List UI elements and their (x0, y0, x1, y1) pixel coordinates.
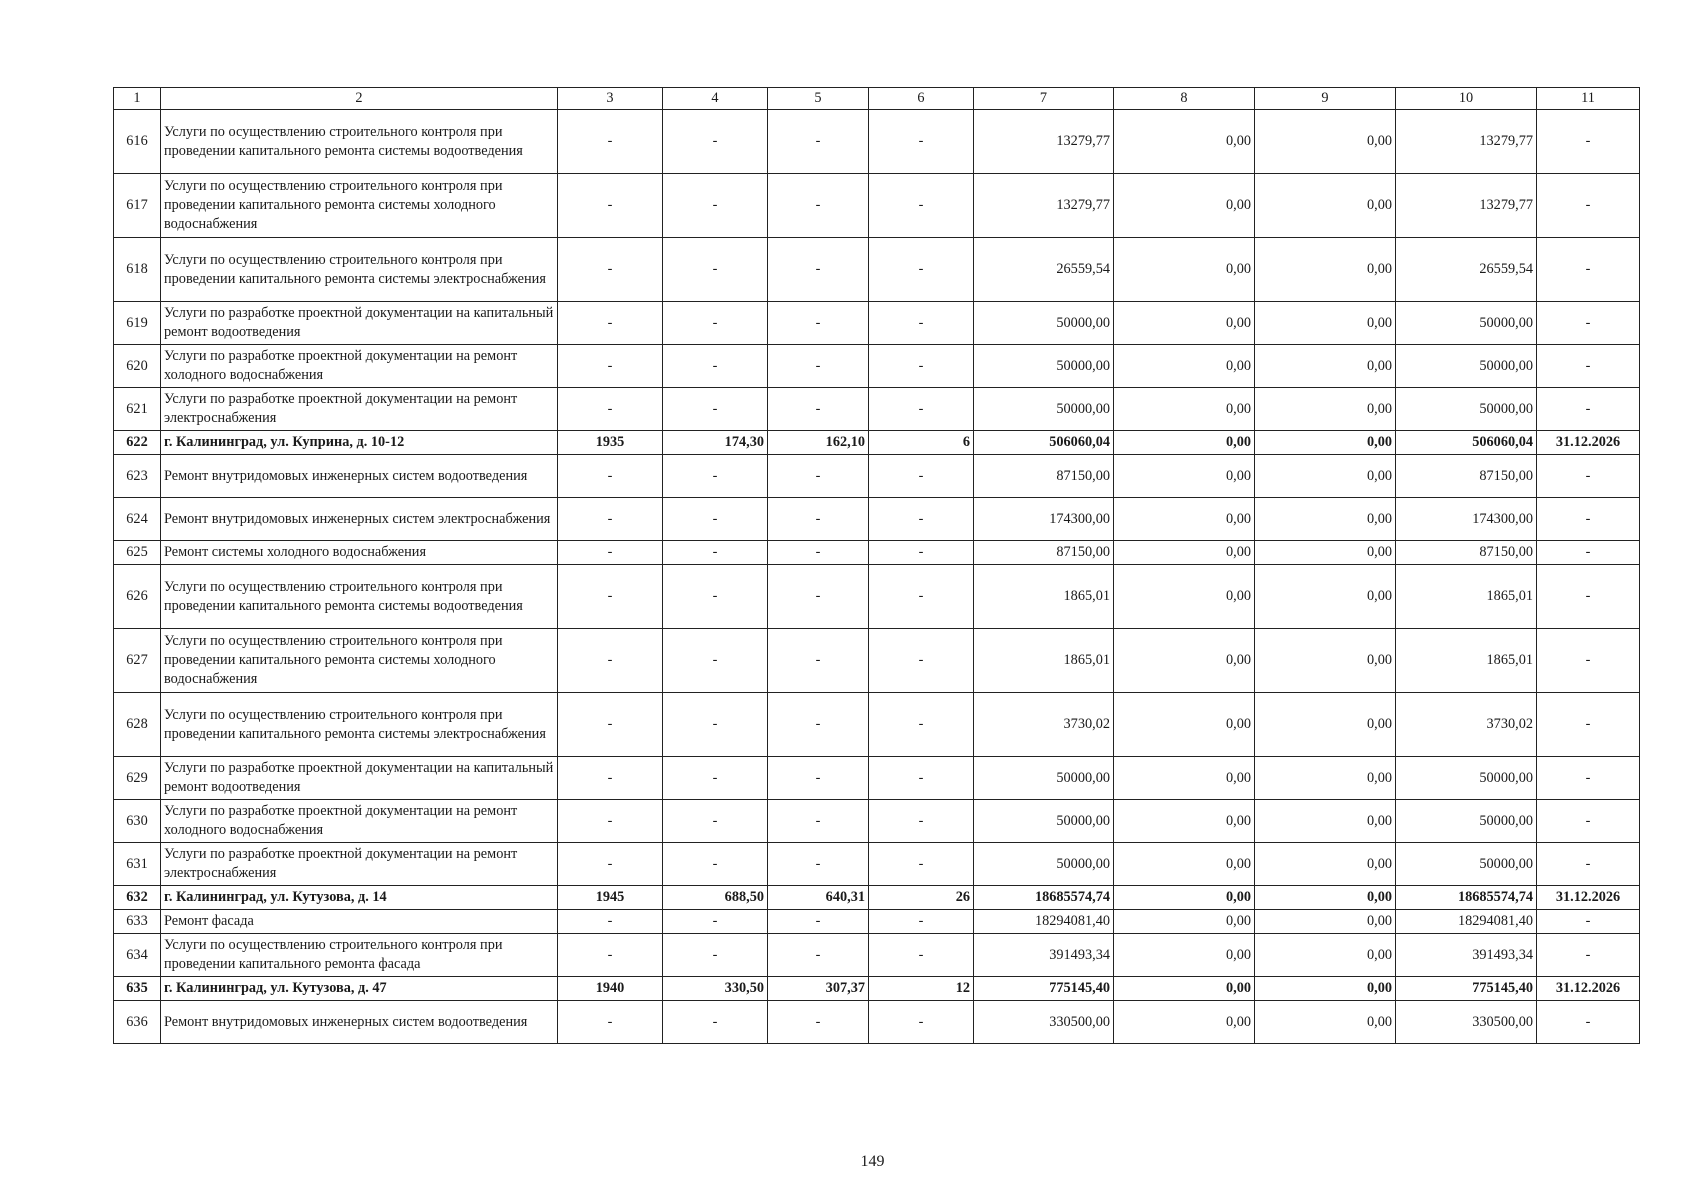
table-row (114, 455, 1640, 498)
cell-col-4: - (663, 345, 768, 388)
cell-col-5: - (768, 388, 869, 431)
work-description: Услуги по разработке проектной документации на ремонт электроснабжения (161, 388, 558, 431)
row-number: 632 (114, 886, 161, 910)
cell-col-9: 0,00 (1255, 910, 1396, 934)
cell-col-3: - (558, 455, 663, 498)
cell-col-11: - (1537, 541, 1640, 565)
cell-col-5: - (768, 910, 869, 934)
cell-col-6: - (869, 498, 974, 541)
column-number: 9 (1255, 88, 1396, 110)
row-number: 623 (114, 455, 161, 498)
cell-col-10: 174300,00 (1396, 498, 1537, 541)
table-row (114, 910, 1640, 934)
cell-col-8: 0,00 (1114, 541, 1255, 565)
cell-col-10: 330500,00 (1396, 1001, 1537, 1044)
cell-col-5: 162,10 (768, 431, 869, 455)
work-description: Ремонт фасада (161, 910, 558, 934)
work-description: Услуги по осуществлению строительного контроля при проведении капитального ремонта системы водоотведения (161, 110, 558, 174)
cell-col-3: - (558, 498, 663, 541)
cell-col-4: - (663, 934, 768, 977)
cell-col-9: 0,00 (1255, 565, 1396, 629)
cell-col-6: - (869, 800, 974, 843)
cell-col-9: 0,00 (1255, 174, 1396, 238)
cell-col-4: - (663, 110, 768, 174)
table-row (114, 238, 1640, 302)
cell-col-7: 50000,00 (974, 388, 1114, 431)
cell-col-11: - (1537, 565, 1640, 629)
cell-col-7: 391493,34 (974, 934, 1114, 977)
cell-col-6: 26 (869, 886, 974, 910)
cell-col-10: 18294081,40 (1396, 910, 1537, 934)
table-row (114, 345, 1640, 388)
cell-col-9: 0,00 (1255, 455, 1396, 498)
work-description: Услуги по осуществлению строительного контроля при проведении капитального ремонта системы холодного водоснабжения (161, 174, 558, 238)
cell-col-8: 0,00 (1114, 110, 1255, 174)
address-row (114, 886, 1640, 910)
cell-col-9: 0,00 (1255, 431, 1396, 455)
cell-col-5: - (768, 800, 869, 843)
row-number: 625 (114, 541, 161, 565)
row-number: 635 (114, 977, 161, 1001)
column-number: 2 (161, 88, 558, 110)
cell-col-5: - (768, 110, 869, 174)
cell-col-8: 0,00 (1114, 455, 1255, 498)
cell-col-11: - (1537, 455, 1640, 498)
cell-col-7: 50000,00 (974, 843, 1114, 886)
row-number: 631 (114, 843, 161, 886)
cell-col-8: 0,00 (1114, 757, 1255, 800)
column-number: 7 (974, 88, 1114, 110)
column-number: 4 (663, 88, 768, 110)
column-number: 10 (1396, 88, 1537, 110)
cell-col-4: - (663, 388, 768, 431)
cell-col-3: - (558, 302, 663, 345)
cell-col-11: - (1537, 843, 1640, 886)
row-number: 634 (114, 934, 161, 977)
cell-col-8: 0,00 (1114, 238, 1255, 302)
cell-col-4: - (663, 843, 768, 886)
cell-col-4: - (663, 541, 768, 565)
cell-col-3: - (558, 174, 663, 238)
row-number: 624 (114, 498, 161, 541)
cell-col-7: 3730,02 (974, 693, 1114, 757)
row-number: 617 (114, 174, 161, 238)
cell-col-4: - (663, 910, 768, 934)
cell-col-3: - (558, 843, 663, 886)
row-number: 626 (114, 565, 161, 629)
cell-col-9: 0,00 (1255, 629, 1396, 693)
cell-col-6: - (869, 238, 974, 302)
column-number: 11 (1537, 88, 1640, 110)
column-number: 6 (869, 88, 974, 110)
cell-col-10: 506060,04 (1396, 431, 1537, 455)
cell-col-5: - (768, 1001, 869, 1044)
cell-col-6: - (869, 757, 974, 800)
row-number: 616 (114, 110, 161, 174)
cell-col-7: 26559,54 (974, 238, 1114, 302)
table-row (114, 110, 1640, 174)
work-description: Услуги по разработке проектной документации на капитальный ремонт водоотведения (161, 302, 558, 345)
cell-col-6: - (869, 934, 974, 977)
cell-col-4: 174,30 (663, 431, 768, 455)
table-body (114, 110, 1640, 1044)
cell-col-3: - (558, 388, 663, 431)
cell-col-11: - (1537, 800, 1640, 843)
cell-col-8: 0,00 (1114, 345, 1255, 388)
address-row (114, 977, 1640, 1001)
cell-col-7: 50000,00 (974, 800, 1114, 843)
cell-col-3: - (558, 693, 663, 757)
cell-col-11: 31.12.2026 (1537, 977, 1640, 1001)
cell-col-6: 6 (869, 431, 974, 455)
cell-col-7: 1865,01 (974, 565, 1114, 629)
cell-col-8: 0,00 (1114, 1001, 1255, 1044)
cell-col-11: - (1537, 629, 1640, 693)
table-row (114, 302, 1640, 345)
cell-col-10: 50000,00 (1396, 800, 1537, 843)
cell-col-3: - (558, 110, 663, 174)
work-description: Услуги по разработке проектной документации на ремонт холодного водоснабжения (161, 800, 558, 843)
cell-col-5: - (768, 757, 869, 800)
cell-col-3: 1940 (558, 977, 663, 1001)
row-number: 630 (114, 800, 161, 843)
cell-col-7: 330500,00 (974, 1001, 1114, 1044)
cell-col-7: 13279,77 (974, 174, 1114, 238)
cell-col-7: 50000,00 (974, 302, 1114, 345)
cell-col-11: - (1537, 238, 1640, 302)
work-description: Услуги по осуществлению строительного контроля при проведении капитального ремонта системы холодного водоснабжения (161, 629, 558, 693)
cell-col-5: - (768, 498, 869, 541)
cell-col-4: - (663, 1001, 768, 1044)
cell-col-9: 0,00 (1255, 498, 1396, 541)
cell-col-11: - (1537, 388, 1640, 431)
cell-col-10: 87150,00 (1396, 455, 1537, 498)
cell-col-8: 0,00 (1114, 693, 1255, 757)
cell-col-10: 50000,00 (1396, 388, 1537, 431)
cell-col-3: 1935 (558, 431, 663, 455)
table-row (114, 388, 1640, 431)
row-number: 621 (114, 388, 161, 431)
cell-col-9: 0,00 (1255, 843, 1396, 886)
table-row (114, 757, 1640, 800)
column-number: 8 (1114, 88, 1255, 110)
cell-col-5: - (768, 345, 869, 388)
cell-col-7: 87150,00 (974, 541, 1114, 565)
work-description: Ремонт внутридомовых инженерных систем водоотведения (161, 455, 558, 498)
cell-col-9: 0,00 (1255, 302, 1396, 345)
cell-col-9: 0,00 (1255, 345, 1396, 388)
cell-col-8: 0,00 (1114, 431, 1255, 455)
cell-col-11: - (1537, 934, 1640, 977)
row-number: 622 (114, 431, 161, 455)
work-description: г. Калининград, ул. Кутузова, д. 47 (161, 977, 558, 1001)
cell-col-4: - (663, 800, 768, 843)
cell-col-6: - (869, 1001, 974, 1044)
cell-col-9: 0,00 (1255, 388, 1396, 431)
cell-col-11: - (1537, 498, 1640, 541)
table-row (114, 565, 1640, 629)
column-number: 3 (558, 88, 663, 110)
cell-col-9: 0,00 (1255, 934, 1396, 977)
table-row (114, 541, 1640, 565)
work-description: Услуги по осуществлению строительного контроля при проведении капитального ремонта фасада (161, 934, 558, 977)
cell-col-4: 330,50 (663, 977, 768, 1001)
cell-col-11: 31.12.2026 (1537, 431, 1640, 455)
cell-col-7: 50000,00 (974, 345, 1114, 388)
work-description: Услуги по разработке проектной документации на ремонт холодного водоснабжения (161, 345, 558, 388)
cell-col-4: - (663, 238, 768, 302)
cell-col-4: - (663, 629, 768, 693)
cell-col-11: - (1537, 693, 1640, 757)
cell-col-10: 13279,77 (1396, 174, 1537, 238)
work-description: Ремонт внутридомовых инженерных систем электроснабжения (161, 498, 558, 541)
cell-col-3: 1945 (558, 886, 663, 910)
cell-col-6: - (869, 629, 974, 693)
cell-col-3: - (558, 345, 663, 388)
row-number: 628 (114, 693, 161, 757)
cell-col-3: - (558, 910, 663, 934)
cell-col-11: - (1537, 1001, 1640, 1044)
cell-col-5: - (768, 843, 869, 886)
cell-col-4: - (663, 302, 768, 345)
cell-col-5: 307,37 (768, 977, 869, 1001)
cell-col-6: - (869, 843, 974, 886)
cell-col-10: 18685574,74 (1396, 886, 1537, 910)
table-row (114, 174, 1640, 238)
cell-col-6: 12 (869, 977, 974, 1001)
cell-col-3: - (558, 1001, 663, 1044)
cell-col-8: 0,00 (1114, 498, 1255, 541)
row-number: 619 (114, 302, 161, 345)
table-row (114, 629, 1640, 693)
cell-col-10: 391493,34 (1396, 934, 1537, 977)
cell-col-8: 0,00 (1114, 302, 1255, 345)
work-description: Ремонт системы холодного водоснабжения (161, 541, 558, 565)
cell-col-4: - (663, 565, 768, 629)
cell-col-9: 0,00 (1255, 1001, 1396, 1044)
row-number: 620 (114, 345, 161, 388)
cell-col-5: - (768, 455, 869, 498)
cell-col-6: - (869, 455, 974, 498)
cell-col-8: 0,00 (1114, 886, 1255, 910)
cell-col-10: 50000,00 (1396, 345, 1537, 388)
row-number: 636 (114, 1001, 161, 1044)
cell-col-9: 0,00 (1255, 757, 1396, 800)
cell-col-7: 18685574,74 (974, 886, 1114, 910)
work-description: Услуги по разработке проектной документации на ремонт электроснабжения (161, 843, 558, 886)
cell-col-10: 13279,77 (1396, 110, 1537, 174)
cell-col-5: - (768, 629, 869, 693)
cell-col-3: - (558, 757, 663, 800)
cell-col-9: 0,00 (1255, 800, 1396, 843)
cell-col-5: - (768, 541, 869, 565)
cell-col-4: 688,50 (663, 886, 768, 910)
cell-col-11: 31.12.2026 (1537, 886, 1640, 910)
cell-col-6: - (869, 174, 974, 238)
cell-col-4: - (663, 174, 768, 238)
cell-col-3: - (558, 934, 663, 977)
cell-col-11: - (1537, 345, 1640, 388)
cell-col-6: - (869, 345, 974, 388)
cell-col-7: 18294081,40 (974, 910, 1114, 934)
cell-col-5: - (768, 238, 869, 302)
cell-col-6: - (869, 910, 974, 934)
cell-col-10: 50000,00 (1396, 757, 1537, 800)
table-row (114, 498, 1640, 541)
work-description: Услуги по разработке проектной документации на капитальный ремонт водоотведения (161, 757, 558, 800)
cell-col-9: 0,00 (1255, 693, 1396, 757)
table-row (114, 1001, 1640, 1044)
cell-col-3: - (558, 238, 663, 302)
table-row (114, 934, 1640, 977)
cell-col-10: 50000,00 (1396, 302, 1537, 345)
cell-col-9: 0,00 (1255, 541, 1396, 565)
row-number: 629 (114, 757, 161, 800)
row-number: 633 (114, 910, 161, 934)
cell-col-9: 0,00 (1255, 977, 1396, 1001)
cell-col-3: - (558, 565, 663, 629)
cell-col-4: - (663, 693, 768, 757)
cell-col-7: 87150,00 (974, 455, 1114, 498)
cell-col-5: 640,31 (768, 886, 869, 910)
cell-col-6: - (869, 302, 974, 345)
cell-col-7: 506060,04 (974, 431, 1114, 455)
cell-col-11: - (1537, 174, 1640, 238)
cell-col-8: 0,00 (1114, 934, 1255, 977)
cell-col-7: 13279,77 (974, 110, 1114, 174)
cell-col-3: - (558, 541, 663, 565)
cell-col-10: 87150,00 (1396, 541, 1537, 565)
address-row (114, 431, 1640, 455)
cell-col-4: - (663, 455, 768, 498)
row-number: 618 (114, 238, 161, 302)
cell-col-6: - (869, 693, 974, 757)
work-description: г. Калининград, ул. Кутузова, д. 14 (161, 886, 558, 910)
work-description: Услуги по осуществлению строительного контроля при проведении капитального ремонта системы электроснабжения (161, 693, 558, 757)
capital-repair-table (113, 87, 1640, 1044)
cell-col-10: 26559,54 (1396, 238, 1537, 302)
cell-col-11: - (1537, 910, 1640, 934)
cell-col-8: 0,00 (1114, 910, 1255, 934)
column-number: 1 (114, 88, 161, 110)
table-row (114, 693, 1640, 757)
cell-col-5: - (768, 693, 869, 757)
cell-col-6: - (869, 565, 974, 629)
cell-col-5: - (768, 565, 869, 629)
cell-col-5: - (768, 174, 869, 238)
cell-col-6: - (869, 110, 974, 174)
cell-col-7: 174300,00 (974, 498, 1114, 541)
cell-col-6: - (869, 541, 974, 565)
table-row (114, 800, 1640, 843)
cell-col-5: - (768, 934, 869, 977)
cell-col-4: - (663, 498, 768, 541)
page-number: 149 (860, 1153, 885, 1170)
cell-col-10: 1865,01 (1396, 565, 1537, 629)
work-description: Услуги по осуществлению строительного контроля при проведении капитального ремонта системы электроснабжения (161, 238, 558, 302)
column-number: 5 (768, 88, 869, 110)
work-description: Услуги по осуществлению строительного контроля при проведении капитального ремонта системы водоотведения (161, 565, 558, 629)
cell-col-8: 0,00 (1114, 629, 1255, 693)
cell-col-8: 0,00 (1114, 565, 1255, 629)
cell-col-5: - (768, 302, 869, 345)
cell-col-10: 1865,01 (1396, 629, 1537, 693)
cell-col-4: - (663, 757, 768, 800)
cell-col-7: 775145,40 (974, 977, 1114, 1001)
row-number: 627 (114, 629, 161, 693)
cell-col-8: 0,00 (1114, 388, 1255, 431)
cell-col-9: 0,00 (1255, 886, 1396, 910)
column-number-row (114, 88, 1640, 110)
cell-col-10: 3730,02 (1396, 693, 1537, 757)
cell-col-8: 0,00 (1114, 843, 1255, 886)
cell-col-10: 775145,40 (1396, 977, 1537, 1001)
cell-col-8: 0,00 (1114, 977, 1255, 1001)
cell-col-3: - (558, 800, 663, 843)
work-description: Ремонт внутридомовых инженерных систем водоотведения (161, 1001, 558, 1044)
cell-col-7: 1865,01 (974, 629, 1114, 693)
cell-col-10: 50000,00 (1396, 843, 1537, 886)
table-row (114, 843, 1640, 886)
cell-col-8: 0,00 (1114, 174, 1255, 238)
cell-col-11: - (1537, 110, 1640, 174)
cell-col-8: 0,00 (1114, 800, 1255, 843)
cell-col-9: 0,00 (1255, 110, 1396, 174)
cell-col-11: - (1537, 757, 1640, 800)
work-description: г. Калининград, ул. Куприна, д. 10-12 (161, 431, 558, 455)
cell-col-3: - (558, 629, 663, 693)
cell-col-9: 0,00 (1255, 238, 1396, 302)
cell-col-7: 50000,00 (974, 757, 1114, 800)
cell-col-11: - (1537, 302, 1640, 345)
cell-col-6: - (869, 388, 974, 431)
